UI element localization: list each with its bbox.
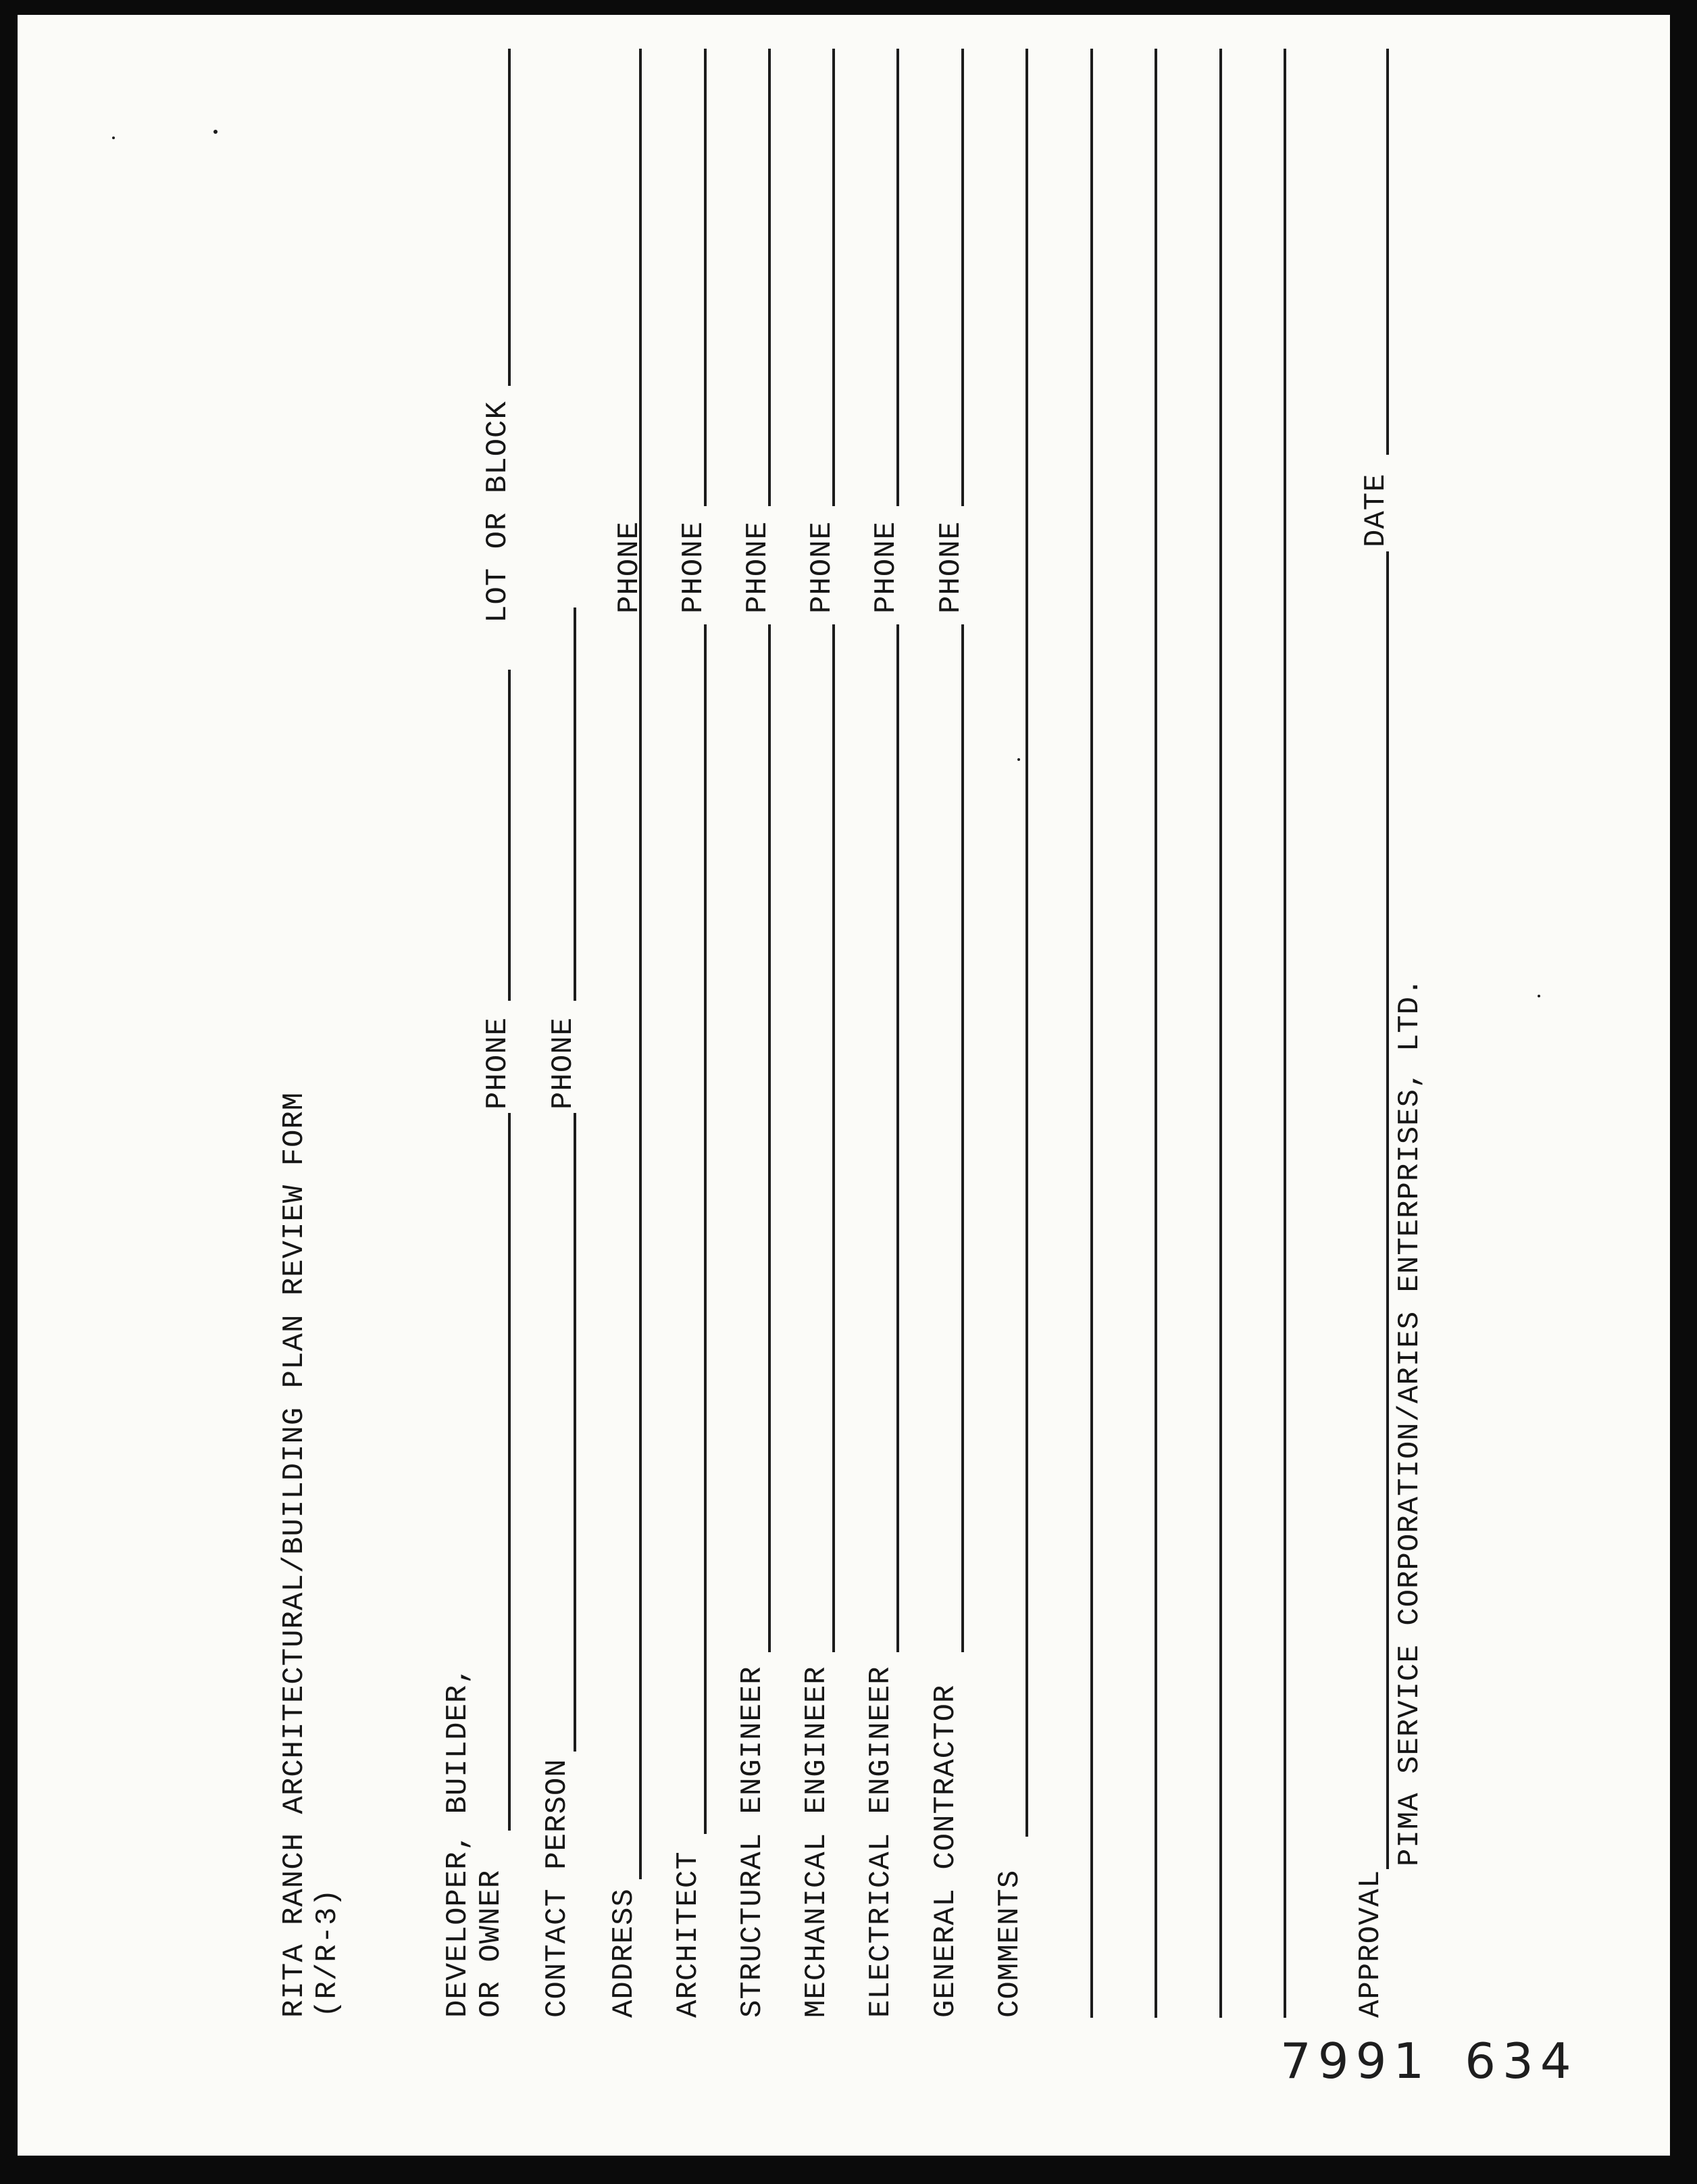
comments-line-1[interactable]: [1025, 49, 1028, 1837]
electrical-engineer-label: ELECTRICAL ENGINEER: [864, 1666, 898, 2018]
comments-label: COMMENTS: [993, 1869, 1027, 2018]
structural-engineer-line[interactable]: [768, 624, 771, 1652]
structural-phone-line[interactable]: [768, 49, 771, 506]
comments-line-4[interactable]: [1219, 49, 1222, 2018]
lot-or-block-line[interactable]: [508, 49, 511, 386]
architect-line[interactable]: [704, 624, 707, 1834]
architect-label: ARCHITECT: [672, 1851, 705, 2018]
mechanical-engineer-line[interactable]: [832, 624, 835, 1652]
electrical-engineer-line[interactable]: [896, 624, 899, 1652]
form-subtitle: (R/R-3): [311, 1888, 345, 2018]
developer-phone-label: PHONE: [481, 1016, 515, 1110]
structural-phone-label: PHONE: [741, 520, 775, 614]
developer-label-line1: DEVELOPER, BUILDER,: [441, 1666, 475, 2018]
architect-phone-line[interactable]: [704, 49, 707, 506]
approver-name: PIMA SERVICE CORPORATION/ARIES ENTERPRISES, LTD.: [1393, 977, 1427, 1866]
developer-label-line2: OR OWNER: [474, 1869, 508, 2018]
general-phone-line[interactable]: [961, 49, 964, 506]
address-label: ADDRESS: [607, 1888, 641, 2018]
general-contractor-label: GENERAL CONTRACTOR: [929, 1684, 963, 2018]
document-page: [18, 15, 1670, 2156]
document-number-part-a: 7991: [1280, 2033, 1432, 2089]
mechanical-phone-line[interactable]: [832, 49, 835, 506]
developer-phone-line[interactable]: [508, 670, 511, 1001]
scan-speck: [112, 136, 115, 139]
contact-person-label: CONTACT PERSON: [540, 1758, 574, 2018]
date-label: DATE: [1359, 473, 1393, 547]
mechanical-engineer-label: MECHANICAL ENGINEER: [800, 1666, 834, 2018]
scan-speck: [1017, 758, 1020, 761]
contact-phone-line[interactable]: [574, 607, 576, 1001]
plan-review-form: [18, 15, 1670, 2156]
address-phone-line[interactable]: [639, 49, 642, 506]
approval-label: APPROVAL: [1354, 1869, 1388, 2018]
comments-line-5[interactable]: [1284, 49, 1286, 2018]
developer-input-line[interactable]: [508, 1113, 511, 1831]
document-number-part-b: 634: [1465, 2033, 1578, 2089]
form-title: RITA RANCH ARCHITECTURAL/BUILDING PLAN REVIEW FORM: [278, 1091, 311, 2018]
contact-person-line[interactable]: [574, 1113, 576, 1752]
structural-engineer-label: STRUCTURAL ENGINEER: [736, 1666, 769, 2018]
scan-speck: [1538, 995, 1540, 997]
scan-speck: [213, 130, 218, 134]
comments-line-2[interactable]: [1090, 49, 1093, 2018]
approval-signature-line[interactable]: [1386, 551, 1389, 1869]
electrical-phone-label: PHONE: [869, 520, 903, 614]
general-contractor-line[interactable]: [961, 624, 964, 1652]
contact-phone-label: PHONE: [547, 1016, 580, 1110]
document-number: [1280, 2033, 1612, 2089]
mechanical-phone-label: PHONE: [805, 520, 839, 614]
electrical-phone-line[interactable]: [896, 49, 899, 506]
general-phone-label: PHONE: [934, 520, 968, 614]
address-phone-label: PHONE: [613, 520, 647, 614]
comments-line-3[interactable]: [1155, 49, 1157, 2018]
architect-phone-label: PHONE: [677, 520, 711, 614]
lot-or-block-label: LOT OR BLOCK: [481, 401, 515, 623]
date-line[interactable]: [1386, 49, 1389, 455]
